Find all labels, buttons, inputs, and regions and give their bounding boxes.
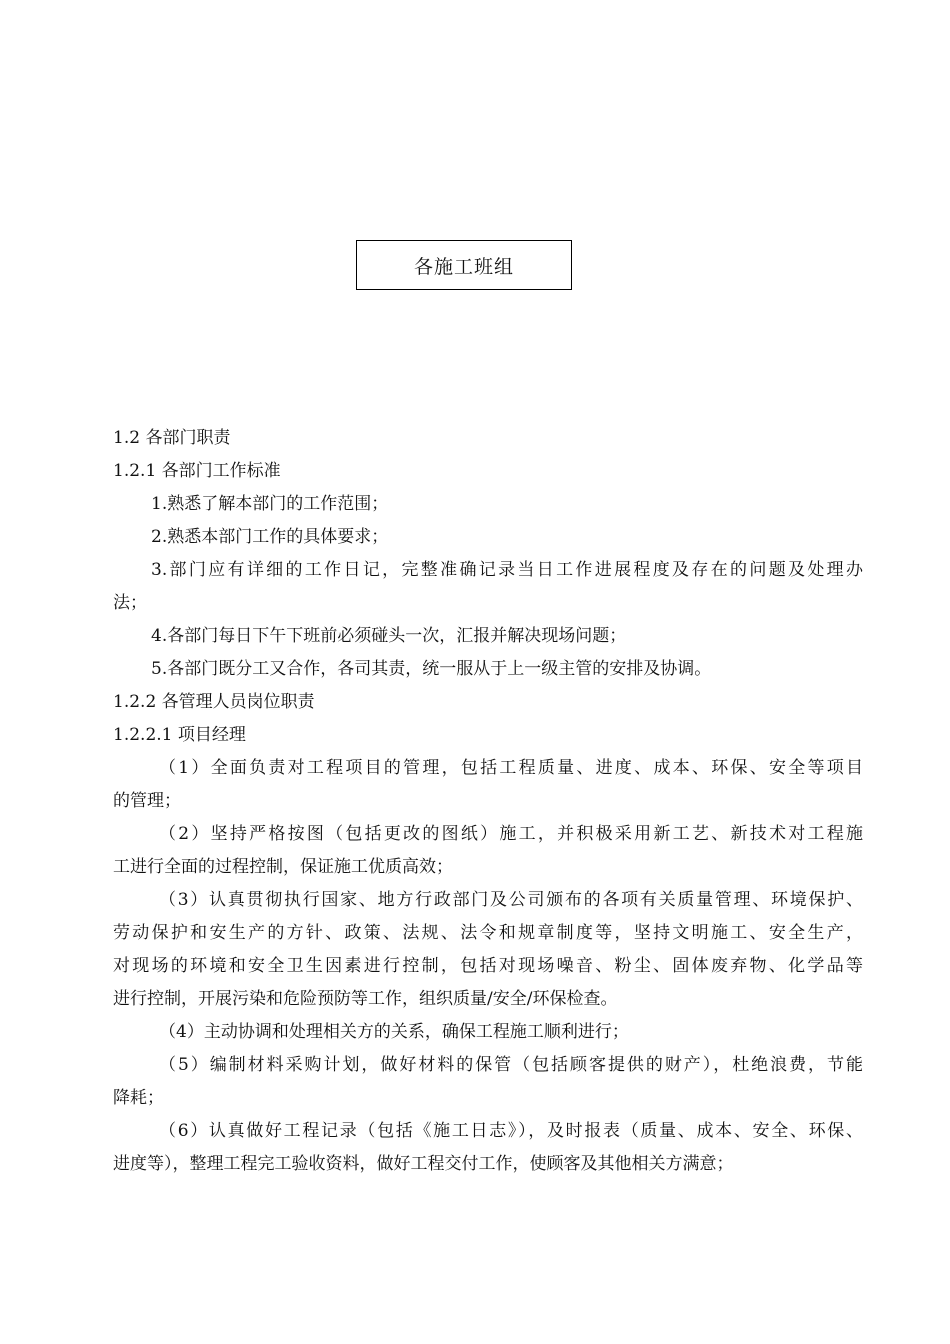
duty-4: （4）主动协调和处理相关方的关系，确保工程施工顺利进行； bbox=[159, 1022, 629, 1042]
duty-3-line-1: （3）认真贯彻执行国家、地方行政部门及公司颁布的各项有关质量管理、环境保护、 bbox=[159, 890, 863, 910]
list-item-1: 1.熟悉了解本部门的工作范围； bbox=[151, 494, 389, 514]
duty-5-line-2: 降耗； bbox=[113, 1088, 164, 1108]
section-heading-1-2-2-1: 1.2.2.1 项目经理 bbox=[113, 725, 246, 745]
section-heading-1-2-1: 1.2.1 各部门工作标准 bbox=[113, 461, 281, 481]
box-title-text: 各施工班组 bbox=[413, 255, 514, 278]
duty-2-line-1: （2）坚持严格按图（包括更改的图纸）施工，并积极采用新工艺、新技术对工程施 bbox=[159, 824, 863, 844]
list-item-2: 2.熟悉本部门工作的具体要求； bbox=[151, 527, 389, 547]
document-body bbox=[113, 422, 863, 1181]
duty-3-line-2: 劳动保护和安生产的方针、政策、法规、法令和规章制度等，坚持文明施工、安全生产， bbox=[113, 923, 863, 943]
duty-6-line-2: 进度等），整理工程完工验收资料，做好工程交付工作，使顾客及其他相关方满意； bbox=[113, 1154, 734, 1174]
duty-2-line-2: 工进行全面的过程控制，保证施工优质高效； bbox=[113, 857, 453, 877]
duty-5-line-1: （5）编制材料采购计划，做好材料的保管（包括顾客提供的财产），杜绝浪费，节能 bbox=[159, 1055, 863, 1075]
org-chart-box-construction-teams bbox=[356, 240, 572, 290]
duty-1-line-2: 的管理； bbox=[113, 791, 181, 811]
list-item-3-line-1: 3.部门应有详细的工作日记，完整准确记录当日工作进展程度及存在的问题及处理办 bbox=[151, 560, 863, 580]
list-item-4: 4.各部门每日下午下班前必须碰头一次，汇报并解决现场问题； bbox=[151, 626, 627, 646]
duty-1-line-1: （1）全面负责对工程项目的管理，包括工程质量、进度、成本、环保、安全等项目 bbox=[159, 758, 863, 778]
list-item-5: 5.各部门既分工又合作，各司其责，统一服从于上一级主管的安排及协调。 bbox=[151, 659, 712, 679]
duty-3-line-3: 对现场的环境和安全卫生因素进行控制，包括对现场噪音、粉尘、固体废弃物、化学品等 bbox=[113, 956, 863, 976]
duty-3-line-4: 进行控制，开展污染和危险预防等工作，组织质量/安全/环保检查。 bbox=[113, 989, 618, 1009]
duty-6-line-1: （6）认真做好工程记录（包括《施工日志》），及时报表（质量、成本、安全、环保、 bbox=[159, 1121, 863, 1141]
section-heading-1-2-2: 1.2.2 各管理人员岗位职责 bbox=[113, 692, 315, 712]
section-heading-1-2: 1.2 各部门职责 bbox=[113, 428, 231, 448]
list-item-3-line-2: 法； bbox=[113, 593, 147, 613]
